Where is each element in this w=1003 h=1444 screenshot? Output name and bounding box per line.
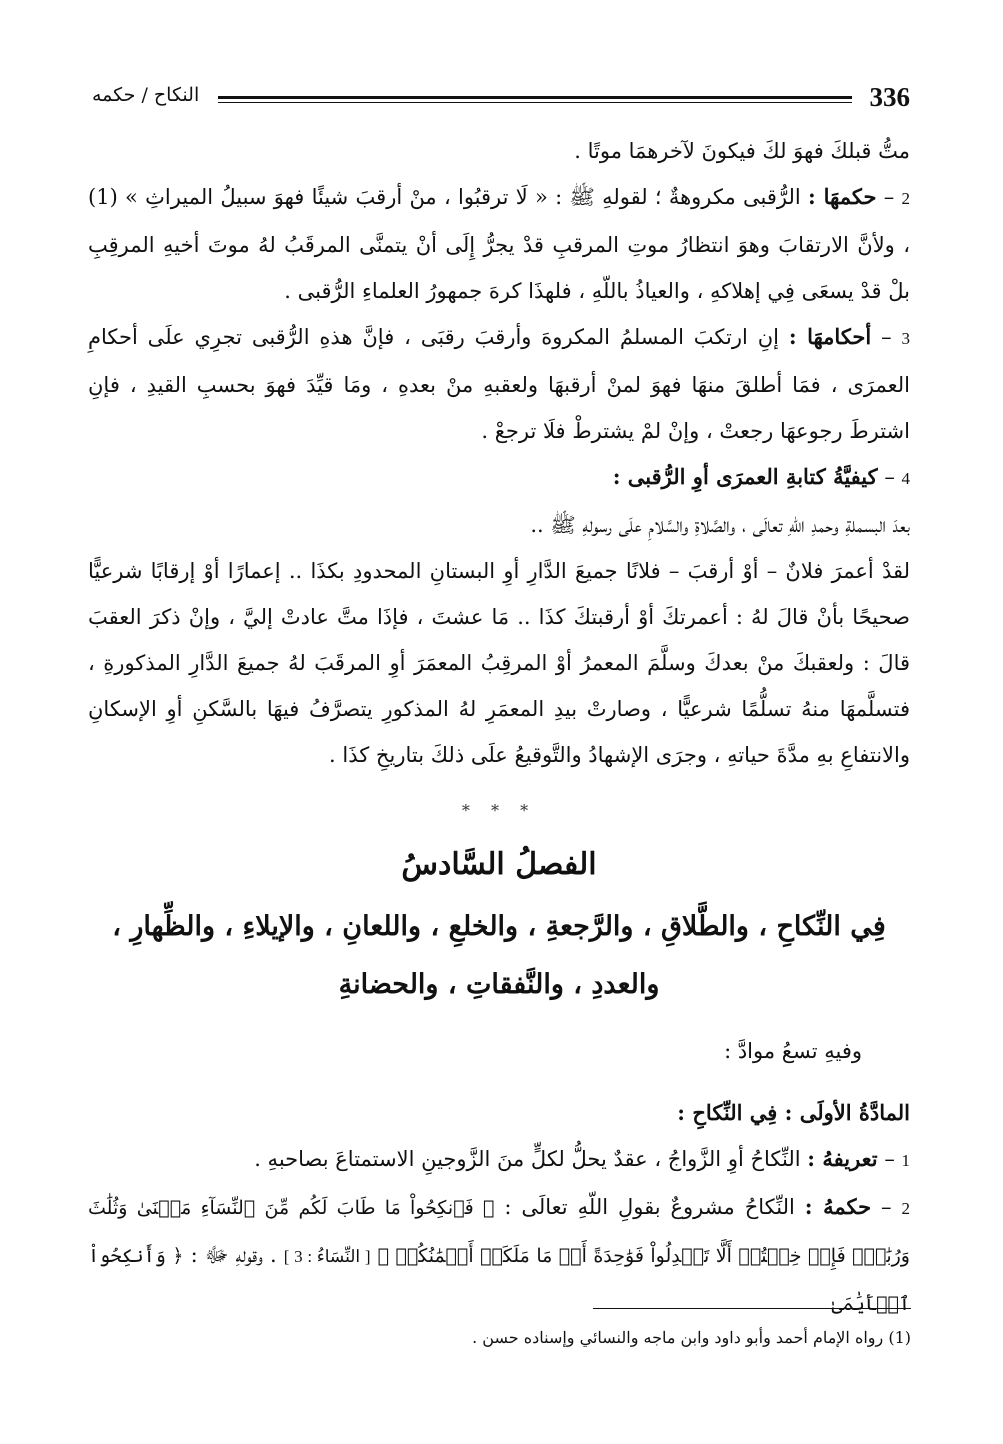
paragraph-definition: 1 – تعريفهُ : النِّكاحُ أوِ الزَّواجُ ، عقدٌ يحلُّ لكلٍّ منَ الزَّوجينِ الاستمتاعَ بصاحبهِ . bbox=[254, 1146, 910, 1171]
item-number: 4 bbox=[901, 469, 910, 488]
item-text: الرُّقبى مكروهةٌ ؛ لقولهِ ﷺ : « لَا ترقبُوا ، منْ أرقبَ شيئًا فهوَ سبيلُ الميراثِ » (1) ، ولأنَّ الارتقابَ وهوَ انتظارُ موتِ المرقبِ قدْ يجرُّ إِلَى أنْ يتمنَّى المرقَبُ لهُ موتَ أخيهِ المرقِبِ بلْ قدْ يسعَى فِي إهلاكهِ ، والعياذُ باللّهِ ، فلهذَا كرهَ جمهورُ العلماءِ الرُّقبى . bbox=[88, 185, 910, 303]
item-lead: حكمهُ : bbox=[804, 1194, 872, 1219]
quran-verse: ﴿ وَأَنكِحُواْ ٱلۡأَيَٰمَىٰ bbox=[88, 1245, 910, 1315]
page-number: 336 bbox=[869, 82, 910, 112]
item-number: 3 bbox=[901, 329, 910, 348]
item-number: 2 bbox=[901, 1199, 910, 1218]
chapter-subtitle-line-1: فِي النِّكاحِ ، والطَّلاقِ ، والرَّجعةِ ، والخلعِ ، واللعانِ ، والإيلاءِ ، والظِّهارِ ، bbox=[112, 911, 886, 942]
header-rule bbox=[218, 96, 852, 103]
paragraph-continuation: متُّ قبلكَ فهوَ لكَ فيكونَ لآخرهمَا موتًا . bbox=[574, 139, 910, 163]
item-lead: حكمهَا : bbox=[808, 184, 877, 209]
chapter-title: الفصلُ السَّادسُ bbox=[401, 847, 597, 882]
quran-verse: ﴿ فَٱنكِحُواْ مَا طَابَ لَكُم مِّنَ ٱلنِّسَآءِ مَثۡنَىٰ وَثُلَٰثَ وَرُبَٰعَۖ فَإِنۡ خِفۡتُمۡ أَلَّا تَعۡدِلُواْ فَوَٰحِدَةً أَوۡ مَا مَلَكَتۡ أَيۡمَٰنُكُمۡ ﴾ bbox=[88, 1197, 910, 1267]
item-text: إنِ ارتكبَ المسلمُ المكروهَ وأرقبَ رقبَى ، فإنَّ هذهِ الرُّقبى تجرِي علَى أحكامِ العمرَى ، فمَا أطلقَ منهَا فهوَ لمنْ أرقبهَا ولعقبهِ منْ بعدهِ ، ومَا قيِّدَ فهوَ بحسبِ القيدِ ، فإنِ اشترطَ رجوعهَا رجعتْ ، وإنْ لمْ يشترطْ فلَا ترجعْ . bbox=[88, 325, 910, 443]
paragraph-legitimacy: 2 – حكمهُ : النِّكاحُ مشروعٌ بقولِ اللّهِ تعالَى : ﴿ فَٱنكِحُواْ مَا طَابَ لَكُم مِّنَ ٱلنِّسَآءِ مَثۡنَىٰ وَثُلَٰثَ وَرُبَٰعَۖ فَإِنۡ خِفۡتُمۡ أَلَّا تَعۡدِلُواْ فَوَٰحِدَةً أَوۡ مَا مَلَكَتۡ أَيۡمَٰنُكُمۡ ﴾ [ النِّسَاءُ : 3 ] . وقولهِ ﷻ : ﴿ وَأَنكِحُواْ ٱلۡأَيَٰمَىٰ bbox=[88, 1194, 910, 1315]
paragraph-rulings: 3 – أحكامهَا : إنِ ارتكبَ المسلمُ المكروهَ وأرقبَ رقبَى ، فإنَّ هذهِ الرُّقبى تجرِي علَى أحكامِ العمرَى ، فمَا أطلقَ منهَا فهوَ لمنْ أرقبهَا ولعقبهِ منْ بعدهِ ، ومَا قيِّدَ فهوَ بحسبِ القيدِ ، فإنِ اشترطَ رجوعهَا رجعتْ ، وإنْ لمْ يشترطْ فلَا ترجعْ . bbox=[88, 324, 910, 443]
paragraph-ruling: 2 – حكمهَا : الرُّقبى مكروهةٌ ؛ لقولهِ ﷺ : « لَا ترقبُوا ، منْ أرقبَ شيئًا فهوَ سبيلُ الميراثِ » (1) ، ولأنَّ الارتقابَ وهوَ انتظارُ موتِ المرقبِ قدْ يجرُّ إِلَى أنْ يتمنَّى المرقَبُ لهُ موتَ أخيهِ المرقِبِ بلْ قدْ يسعَى فِي إهلاكهِ ، والعياذُ باللّهِ ، فلهذَا كرهَ جمهورُ العلماءِ الرُّقبى . bbox=[88, 184, 911, 303]
page-header bbox=[92, 80, 910, 120]
footnote-rule bbox=[593, 1308, 911, 1309]
item-lead: أحكامهَا : bbox=[788, 324, 872, 349]
footnote: (1) رواه الإمام أحمد وأبو داود وابن ماجه والنسائي وإسناده حسن . bbox=[472, 1328, 911, 1347]
verse-reference: [ النِّسَاءُ : 3 ] bbox=[283, 1247, 371, 1266]
paragraph-contract-text: لقدْ أعمرَ فلانٌ – أوْ أرقبَ – فلانًا جميعَ الدَّارِ أوِ البستانِ المحدودِ بكذَا .. إعمارًا أوْ إرقابًا شرعيًّا صحيحًا بأنْ قالَ لهُ : أعمرتكَ أوْ أرقبتكَ كذَا .. مَا عشتَ ، فإذَا متَّ عادتْ إليَّ ، وإنْ ذكرَ العقبَ قالَ : ولعقبكَ منْ بعدكَ وسلَّمَ المعمرُ أوْ المرقِبُ المعمَرَ أوِ المرقَبَ لهُ جميعَ الدَّارِ المذكورةِ ، فتسلَّمهَا منهُ تسلُّمًا شرعيًّا ، وصارتْ بيدِ المعمَرِ لهُ المذكورِ يتصرَّفُ فيهَا بالسَّكنِ أوِ الإسكانِ والانتفاعِ بهِ مدَّةَ حياتهِ ، وجرَى الإشهادُ والتَّوقيعُ علَى ذلكَ بتاريخِ كذَا . bbox=[88, 559, 910, 767]
page-body bbox=[88, 128, 910, 1327]
paragraph-writing-method: 4 – كيفيَّةُ كتابةِ العمرَى أوِ الرُّقبى : bbox=[612, 464, 910, 489]
chapter-subtitle-line-2: والعددِ ، والنَّفقاتِ ، والحضانةِ bbox=[338, 969, 660, 1000]
item-number: 1 bbox=[901, 1151, 910, 1170]
item-number: 2 bbox=[901, 189, 911, 208]
section-separator: * * * bbox=[461, 801, 537, 820]
item-text: النِّكاحُ أوِ الزَّواجُ ، عقدٌ يحلُّ لكلٍّ منَ الزَّوجينِ الاستمتاعَ بصاحبهِ . bbox=[254, 1147, 801, 1171]
article-title: المادَّةُ الأولَى : فِي النِّكاحِ : bbox=[677, 1100, 910, 1125]
item-lead: تعريفهُ : bbox=[807, 1146, 878, 1171]
item-text-continued: . وقولهِ ﷻ : bbox=[190, 1243, 277, 1267]
running-title: النكاح / حكمه bbox=[92, 84, 200, 106]
item-text: النِّكاحُ مشروعٌ بقولِ اللّهِ تعالَى : bbox=[504, 1195, 795, 1219]
item-lead: كيفيَّةُ كتابةِ العمرَى أوِ الرُّقبى : bbox=[612, 464, 878, 489]
paragraph-basmala: بعدَ البسملةِ وحمدِ اللّهِ تعالَى ، والصَّلاةِ والسَّلامِ علَى رسولهِ ﷺ .. bbox=[530, 513, 910, 537]
chapter-intro: وفيهِ تسعُ موادَّ : bbox=[724, 1039, 862, 1063]
